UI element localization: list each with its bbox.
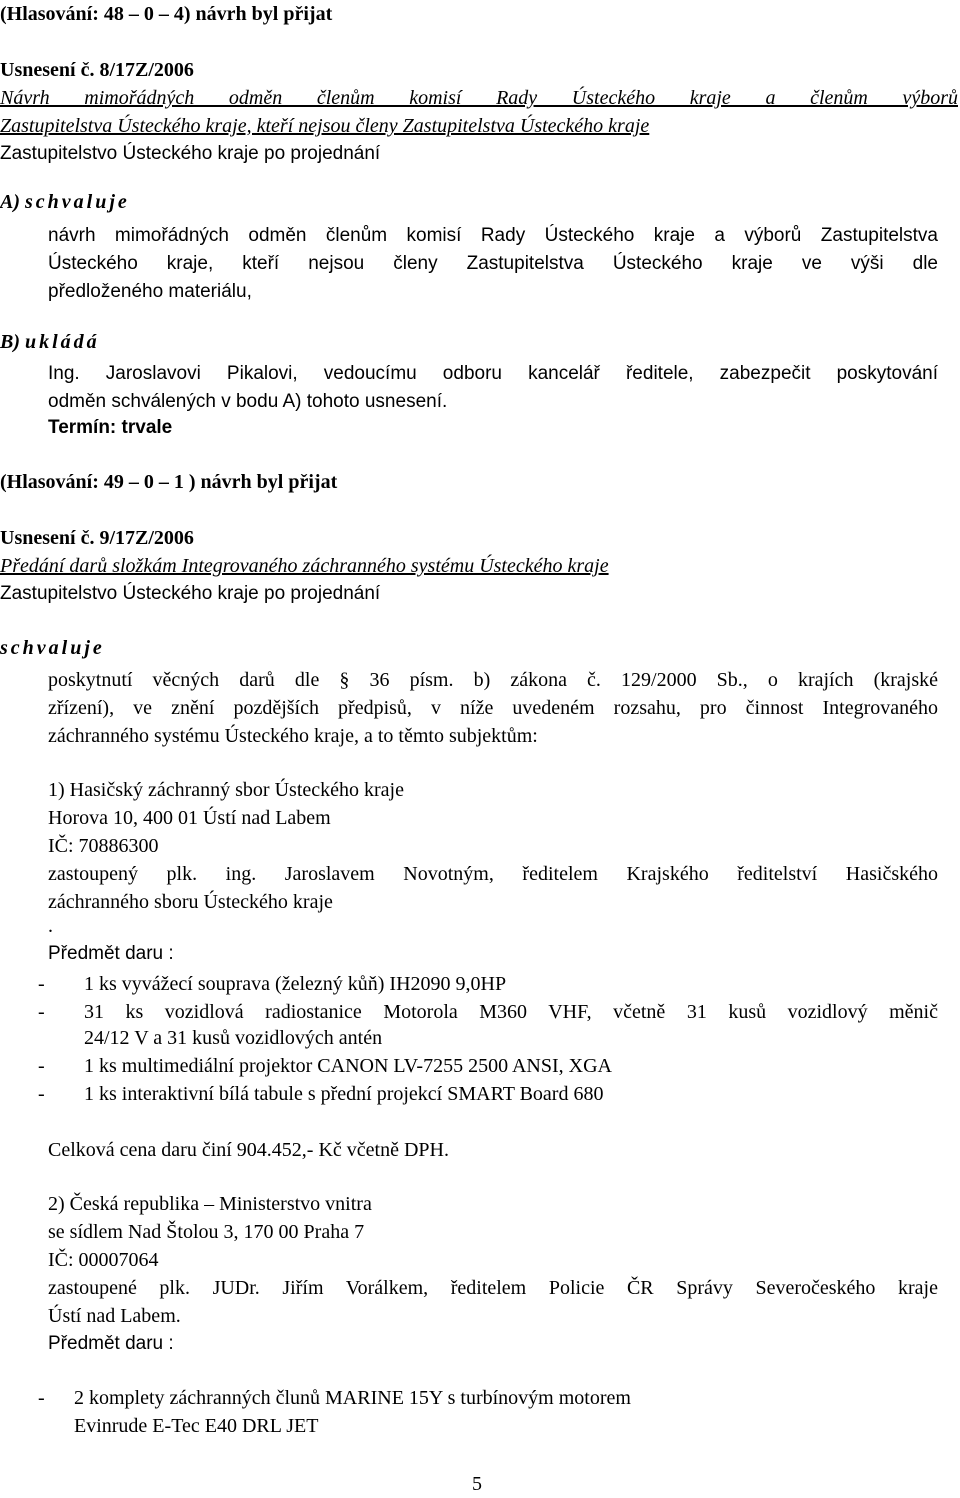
section-b-text-line2: odměn schválených v bodu A) tohoto usnesení. (48, 391, 448, 412)
list-dash: - (38, 1055, 45, 1077)
section-a-text-line1: návrh mimořádných odměn členům komisí Rady Ústeckého kraje a výborů Zastupitelstva (48, 225, 938, 246)
resolution-9-verb: schvaluje (0, 637, 105, 659)
deadline: Termín: trvale (48, 417, 173, 438)
gift-item-2-continued: 24/12 V a 31 kusů vozidlových antén (84, 1027, 383, 1049)
list-dash: - (38, 973, 45, 995)
gift-item-4: 1 ks interaktivní bílá tabule s přední projekcí SMART Board 680 (84, 1083, 604, 1105)
subject-1-total: Celková cena daru činí 904.452,- Kč včetně DPH. (48, 1139, 449, 1161)
gift-item-3: 1 ks multimediální projektor CANON LV-7255 2500 ANSI, XGA (84, 1055, 612, 1077)
list-dash: - (38, 1387, 45, 1409)
section-b-verb: ukládá (25, 331, 100, 353)
section-a-text-line2: Ústeckého kraje, kteří nejsou členy Zastupitelstva Ústeckého kraje ve výši dle (48, 253, 938, 274)
subject-1-gift-label: Předmět daru : (48, 943, 174, 964)
subject-2-address: se sídlem Nad Štolou 3, 170 00 Praha 7 (48, 1221, 365, 1243)
gift-item-2: 31 ks vozidlová radiostanice Motorola M360 VHF, včetně 31 kusů vozidlový měnič (84, 1001, 938, 1023)
resolution-title-8-line1: Návrh mimořádných odměn členům komisí Rady Ústeckého kraje a členům výborů (0, 87, 958, 109)
section-b-text-line1: Ing. Jaroslavovi Pikalovi, vedoucímu odboru kancelář ředitele, zabezpečit poskytování (48, 363, 938, 384)
subject-2-name: 2) Česká republika – Ministerstvo vnitra (48, 1193, 372, 1215)
section-b-letter: B) (0, 331, 20, 353)
section-a-label (0, 188, 130, 216)
subject-1-name: 1) Hasičský záchranný sbor Ústeckého kraje (48, 779, 404, 801)
list-dash: - (38, 1083, 45, 1105)
list-dash: - (38, 1001, 45, 1023)
resolution-number-9: Usnesení č. 9/17Z/2006 (0, 527, 194, 549)
resolution-intro-8: Zastupitelstvo Ústeckého kraje po projednání (0, 143, 381, 164)
section-a-text-line3: předloženého materiálu, (48, 281, 252, 302)
resolution-title-8-line2: Zastupitelstva Ústeckého kraje, kteří nejsou členy Zastupitelstva Ústeckého kraje (0, 115, 650, 137)
resolution-number-8: Usnesení č. 8/17Z/2006 (0, 59, 194, 81)
section-a-letter: A) (0, 191, 20, 213)
resolution-title-9: Předání darů složkám Integrovaného záchranného systému Ústeckého kraje (0, 555, 609, 577)
resolution-9-text-line3: záchranného systému Ústeckého kraje, a to těmto subjektům: (48, 725, 538, 747)
stray-dot: . (48, 915, 53, 937)
gift-item-1: 1 ks vyvážecí souprava (železný kůň) IH2090 9,0HP (84, 973, 507, 995)
resolution-9-text-line1: poskytnutí věcných darů dle § 36 písm. b) zákona č. 129/2000 Sb., o krajích (krajské (48, 669, 938, 691)
vote-result-8: (Hlasování: 49 – 0 – 1 ) návrh byl přijat (0, 471, 338, 493)
section-b-label (0, 328, 100, 356)
gift-item-5-continued: Evinrude E-Tec E40 DRL JET (74, 1415, 319, 1437)
subject-2-representative-line1: zastoupené plk. JUDr. Jiřím Vorálkem, ředitelem Policie ČR Správy Severočeského kraje (48, 1277, 938, 1299)
gift-item-5: 2 komplety záchranných člunů MARINE 15Y s turbínovým motorem (74, 1387, 631, 1409)
subject-1-representative-line2: záchranného sboru Ústeckého kraje (48, 891, 333, 913)
subject-1-representative-line1: zastoupený plk. ing. Jaroslavem Novotným, ředitelem Krajského ředitelství Hasičského (48, 863, 938, 885)
subject-2-gift-label: Předmět daru : (48, 1333, 174, 1354)
section-a-verb: schvaluje (25, 191, 130, 213)
subject-2-ico: IČ: 00007064 (48, 1249, 159, 1271)
subject-2-representative-line2: Ústí nad Labem. (48, 1305, 181, 1327)
subject-1-address: Horova 10, 400 01 Ústí nad Labem (48, 807, 331, 829)
vote-result-previous: (Hlasování: 48 – 0 – 4) návrh byl přijat (0, 3, 333, 25)
resolution-intro-9: Zastupitelstvo Ústeckého kraje po projednání (0, 583, 381, 604)
subject-1-ico: IČ: 70886300 (48, 835, 159, 857)
resolution-9-text-line2: zřízení), ve znění pozdějších předpisů, v níže uvedeném rozsahu, pro činnost Integrovaného (48, 697, 938, 719)
page-number: 5 (472, 1473, 482, 1495)
